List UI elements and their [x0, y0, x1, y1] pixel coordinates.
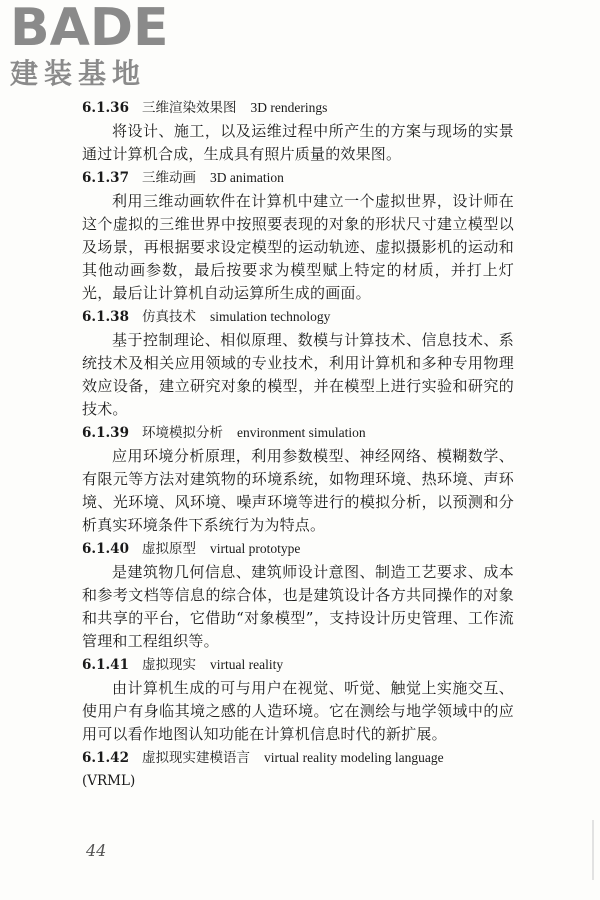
entry-number: 6.1.38	[82, 309, 129, 325]
entry-heading	[82, 166, 514, 190]
logo-word: BADE	[10, 0, 169, 58]
entry-heading	[82, 746, 514, 770]
entry-english: 3D animation	[210, 170, 284, 185]
entry-term: 仿真技术	[142, 309, 196, 325]
entry-number: 6.1.37	[82, 170, 129, 186]
entry-heading	[82, 653, 514, 677]
entry-term: 三维渲染效果图	[142, 100, 237, 116]
entry-number: 6.1.41	[82, 657, 129, 673]
entry-term: 虚拟现实建模语言	[142, 750, 250, 766]
entry-term: 虚拟现实	[142, 657, 196, 673]
entry-english: virtual reality	[210, 657, 284, 672]
entry-body: 基于控制理论、相似原理、数模与计算技术、信息技术、系统技术及相关应用领域的专业技术，利用计算机和多种专用物理效应设备，建立研究对象的模型，并在模型上进行实验和研究的技术。	[82, 331, 514, 418]
logo	[10, 2, 180, 94]
entry-english: 3D renderings	[250, 100, 328, 115]
entry-number: 6.1.39	[82, 425, 129, 441]
entry-6-1-39	[82, 421, 514, 537]
entry-6-1-36	[82, 96, 514, 166]
entry-body: 应用环境分析原理，利用参数模型、神经网络、模糊数学、有限元等方法对建筑物的环境系统，如物理环境、热环境、声环境、光环境、风环境、噪声环境等进行的模拟分析，以预测和分析真实环境条件下系统行为为特点。	[82, 447, 514, 534]
entry-term: 环境模拟分析	[142, 425, 223, 441]
entry-body: 利用三维动画软件在计算机中建立一个虚拟世界，设计师在这个虚拟的三维世界中按照要表现的对象的形状尺寸建立模型以及场景，再根据要求设定模型的运动轨迹、虚拟摄影机的运动和其他动画参数，最后按要求为模型赋上特定的材质，并打上灯光，最后让计算机自动运算所生成的画面。	[82, 192, 514, 302]
entry-6-1-42	[82, 746, 514, 793]
entry-body: 将设计、施工，以及运维过程中所产生的方案与现场的实景通过计算机合成，生成具有照片质量的效果图。	[82, 122, 514, 163]
entry-term: 三维动画	[142, 170, 196, 186]
entry-heading	[82, 537, 514, 561]
entry-6-1-40	[82, 537, 514, 653]
entry-6-1-41	[82, 653, 514, 746]
logo-subtitle: 建装基地	[10, 57, 147, 90]
entry-heading	[82, 305, 514, 329]
glossary-content	[82, 96, 514, 793]
entry-english-continued: (VRML)	[82, 773, 136, 789]
entry-english: virtual prototype	[210, 541, 301, 556]
entry-body: 是建筑物几何信息、建筑师设计意图、制造工艺要求、成本和参考文档等信息的综合体，也是建筑设计各方共同操作的对象和共享的平台，它借助“对象模型”，支持设计历史管理、工作流管理和工程组织等。	[82, 563, 514, 650]
entry-number: 6.1.40	[82, 541, 129, 557]
page-edge-shadow	[592, 820, 594, 880]
entry-number: 6.1.36	[82, 100, 129, 116]
entry-number: 6.1.42	[82, 750, 129, 766]
entry-english: simulation technology	[210, 309, 331, 324]
entry-6-1-38	[82, 305, 514, 421]
entry-body: 由计算机生成的可与用户在视觉、听觉、触觉上实施交互、使用户有身临其境之感的人造环境。它在测绘与地学领域中的应用可以看作地图认知功能在计算机信息时代的新扩展。	[82, 679, 514, 743]
entry-heading	[82, 96, 514, 120]
entry-english: environment simulation	[237, 425, 366, 440]
entry-6-1-37	[82, 166, 514, 305]
page-number: 44	[86, 841, 107, 860]
entry-term: 虚拟原型	[142, 541, 196, 557]
entry-english: virtual reality modeling language	[264, 750, 444, 765]
entry-heading	[82, 421, 514, 445]
